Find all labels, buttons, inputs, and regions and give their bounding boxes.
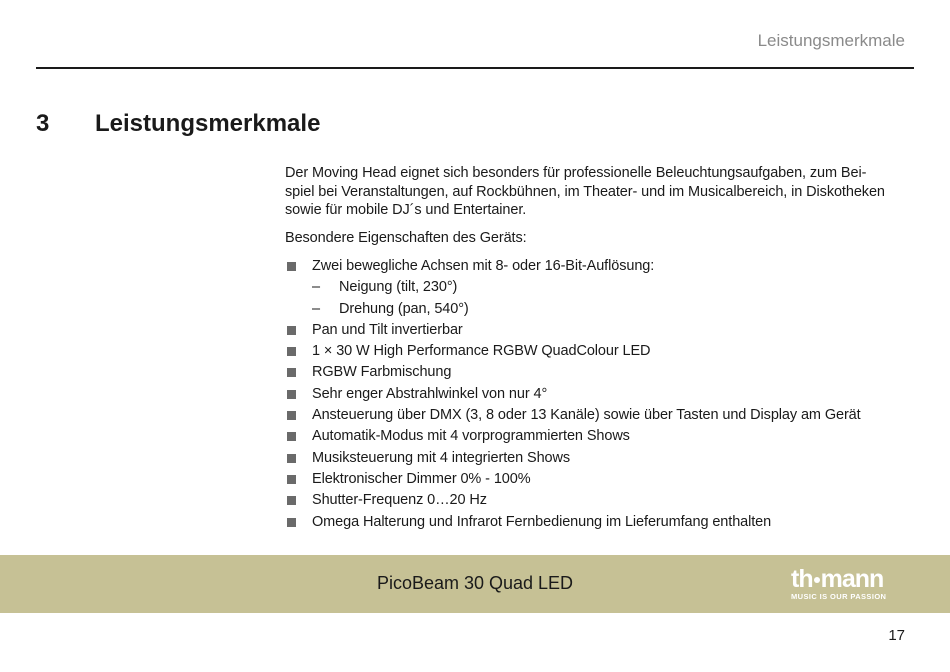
feature-text: 1 × 30 W High Performance RGBW QuadColour LED <box>312 343 651 360</box>
square-bullet-icon <box>287 390 296 399</box>
square-bullet-icon <box>287 432 296 441</box>
feature-text: Pan und Tilt invertierbar <box>312 321 463 338</box>
feature-text: Sehr enger Abstrahlwinkel von nur 4° <box>312 385 548 402</box>
list-item <box>285 320 917 341</box>
list-item <box>285 341 917 362</box>
list-item <box>285 512 917 533</box>
list-item <box>285 362 917 383</box>
intro-line: spiel bei Veranstaltungen, auf Rockbühnen, im Theater- und im Musicalbereich, in Diskotheken <box>285 183 885 200</box>
list-item <box>285 384 917 405</box>
feature-text: RGBW Farbmischung <box>312 364 452 381</box>
section-title: Leistungsmerkmale <box>95 110 321 137</box>
square-bullet-icon <box>287 326 296 335</box>
product-name: PicoBeam 30 Quad LED <box>376 573 574 593</box>
intro-line: Der Moving Head eignet sich besonders für professionelle Beleuchtungsaufgaben, zum Bei- <box>285 165 867 181</box>
list-item <box>285 469 917 490</box>
sub-list-item <box>312 277 917 298</box>
feature-text: Ansteuerung über DMX (3, 8 oder 13 Kanäle) sowie über Tasten und Display am Gerät <box>312 407 861 424</box>
section-number: 3 <box>36 110 50 137</box>
sub-item-text: Neigung (tilt, 230°) <box>339 279 458 296</box>
square-bullet-icon <box>287 475 296 484</box>
brand-wordmark <box>791 567 906 592</box>
brand-right: mann <box>820 565 884 593</box>
square-bullet-icon <box>287 347 296 356</box>
feature-text: Omega Halterung und Infrarot Fernbedienung im Lieferumfang enthalten <box>312 513 772 530</box>
feature-text: Automatik-Modus mit 4 vorprogrammierten Shows <box>312 428 630 445</box>
sub-list-item <box>312 299 917 320</box>
square-bullet-icon <box>287 368 296 377</box>
brand-logo <box>791 567 906 602</box>
sub-list-container <box>285 277 917 320</box>
square-bullet-icon <box>287 496 296 505</box>
running-header: Leistungsmerkmale <box>757 31 905 50</box>
feature-text: Elektronischer Dimmer 0% - 100% <box>312 470 531 487</box>
footer-band <box>0 555 950 613</box>
feature-text: Zwei bewegliche Achsen mit 8- oder 16-Bit-Auflösung: <box>312 258 655 274</box>
sub-item-text: Drehung (pan, 540°) <box>339 300 469 317</box>
brand-dot-icon <box>814 577 820 583</box>
square-bullet-icon <box>287 454 296 463</box>
dash-bullet: – <box>312 279 320 296</box>
list-item <box>285 490 917 511</box>
intro-line: sowie für mobile DJ´s und Entertainer. <box>285 202 527 218</box>
square-bullet-icon <box>287 518 296 527</box>
brand-tagline: MUSIC IS OUR PASSION <box>791 592 887 601</box>
feature-text: Shutter-Frequenz 0…20 Hz <box>312 492 487 509</box>
feature-text: Musiksteuerung mit 4 integrierten Shows <box>312 449 571 466</box>
dash-bullet: – <box>312 300 320 317</box>
square-bullet-icon <box>287 262 296 271</box>
list-item <box>285 426 917 447</box>
sub-list <box>312 277 917 320</box>
intro-paragraph <box>285 164 917 220</box>
list-item <box>285 256 917 277</box>
brand-left: th <box>791 565 813 593</box>
features-heading: Besondere Eigenschaften des Geräts: <box>285 229 527 246</box>
header-rule <box>36 67 914 69</box>
content <box>285 164 917 533</box>
square-bullet-icon <box>287 411 296 420</box>
list-item <box>285 448 917 469</box>
list-item <box>285 405 917 426</box>
page-number: 17 <box>888 627 905 644</box>
feature-list <box>285 256 917 533</box>
